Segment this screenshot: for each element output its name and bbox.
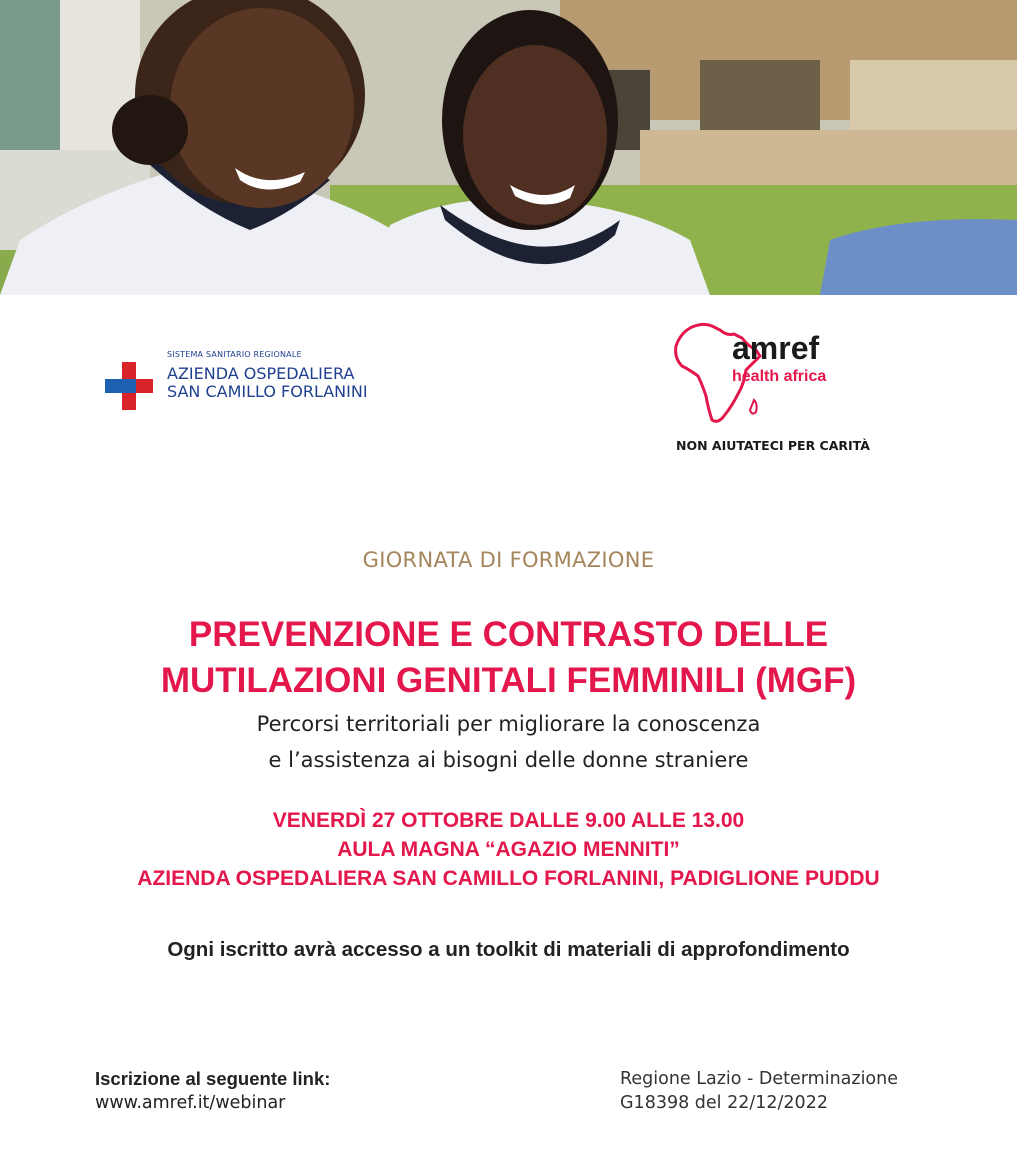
hospital-name-line1: AZIENDA OSPEDALIERA <box>167 364 355 383</box>
registration-label: Iscrizione al seguente link: <box>95 1068 331 1089</box>
event-title <box>0 612 1017 704</box>
hero-photo-illustration <box>0 0 1017 295</box>
event-subtitle-line1: Percorsi territoriali per migliorare la conoscenza <box>256 712 761 736</box>
event-subtitle <box>0 706 1017 778</box>
event-date: VENERDÌ 27 OTTOBRE DALLE 9.00 ALLE 13.00 <box>272 809 745 832</box>
determination-block <box>620 1067 898 1115</box>
event-when <box>0 806 1017 893</box>
hospital-system-label: SISTEMA SANITARIO REGIONALE <box>167 350 302 359</box>
event-kicker: GIORNATA DI FORMAZIONE <box>362 548 655 572</box>
event-room: AULA MAGNA “AGAZIO MENNITI” <box>337 838 680 861</box>
toolkit-note: Ogni iscritto avrà accesso a un toolkit di materiali di approfondimento <box>167 938 850 961</box>
event-title-line2: MUTILAZIONI GENITALI FEMMINILI (MGF) <box>160 661 857 700</box>
determination-line1: Regione Lazio - Determinazione <box>620 1069 899 1089</box>
hospital-name-line2: SAN CAMILLO FORLANINI <box>167 382 368 401</box>
amref-name: amref <box>732 330 820 366</box>
hospital-cross-icon <box>105 362 153 410</box>
logos-band <box>0 295 1017 495</box>
hero-photo <box>0 0 1017 295</box>
registration-block <box>95 1067 330 1115</box>
amref-logo <box>672 320 872 460</box>
amref-subname: health africa <box>732 368 827 385</box>
registration-link[interactable]: www.amref.it/webinar <box>95 1093 286 1113</box>
event-title-line1: PREVENZIONE E CONTRASTO DELLE <box>188 615 829 654</box>
hospital-logo <box>105 350 405 410</box>
determination-line2: G18398 del 22/12/2022 <box>620 1093 828 1113</box>
event-subtitle-line2: e l’assistenza ai bisogni delle donne straniere <box>268 748 749 772</box>
amref-tagline: NON AIUTATECI PER CARITÀ <box>676 438 870 453</box>
event-venue: AZIENDA OSPEDALIERA SAN CAMILLO FORLANINI, PADIGLIONE PUDDU <box>137 867 880 890</box>
